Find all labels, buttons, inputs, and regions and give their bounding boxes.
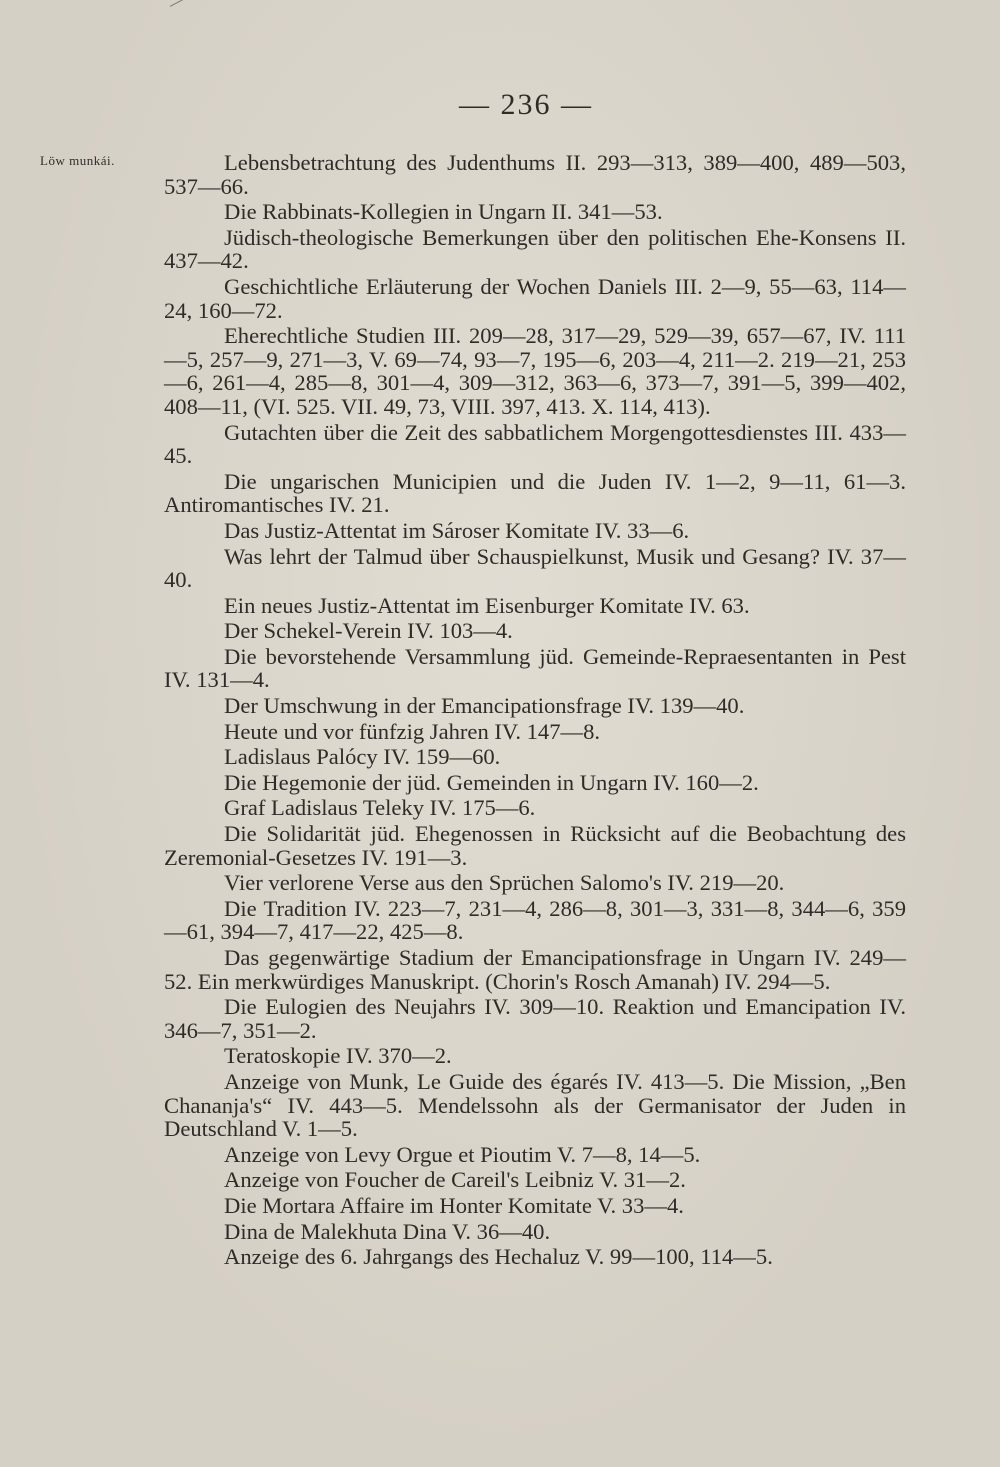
bibliography-entry: Der Schekel-Verein IV. 103—4. [224, 618, 513, 644]
bibliography-entry: Eherechtliche Studien III. 209—28, 317—29, 529—39, 657—67, IV. 111—5, 257—9, 271—3, V. 69—74, 93—7, 195—6, 203—4, 211—2. 219—21, 253—6, 261—4, 285—8, 301—4, 309—312, 363—6, 373—7, 391—5, 399—402, 408—11, (VI. 525. VII. 49, 73, VIII. 397, 413. X. 114, 413). [164, 323, 906, 419]
bibliography-entry: Die ungarischen Municipien und die Juden IV. 1—2, 9—11, 61—3. Antiromantisches IV. 21. [164, 468, 906, 518]
bibliography-entry: Anzeige von Foucher de Careil's Leibniz V. 31—2. [224, 1167, 686, 1193]
page-number: — 236 — [459, 88, 593, 121]
bibliography-entry: Jüdisch-theologische Bemerkungen über den politischen Ehe-Konsens II. 437—42. [164, 224, 906, 274]
bibliography-entry: Die Rabbinats-Kollegien in Ungarn II. 341—53. [224, 199, 663, 225]
bibliography-entry: Das Justiz-Attentat im Sároser Komitate IV. 33—6. [224, 517, 690, 543]
bibliography-entry: Anzeige des 6. Jahrgangs des Hechaluz V. 99—100, 114—5. [224, 1244, 773, 1270]
bibliography-entry: Lebensbetrachtung des Judenthums II. 293—313, 389—400, 489—503, 537—66. [164, 150, 906, 199]
bibliography-entry: Die Tradition IV. 223—7, 231—4, 286—8, 301—3, 331—8, 344—6, 359—61, 394—7, 417—22, 425—8. [164, 895, 906, 945]
bibliography-entry: Ein neues Justiz-Attentat im Eisenburger Komitate IV. 63. [224, 592, 750, 618]
bibliography-entry: Anzeige von Levy Orgue et Pioutim V. 7—8, 14—5. [224, 1141, 701, 1167]
bibliography-entry: Die Mortara Affaire im Honter Komitate V. 33—4. [224, 1192, 684, 1218]
bibliography-list [164, 151, 906, 1269]
bibliography-entry: Ladislaus Palócy IV. 159—60. [224, 744, 501, 770]
bibliography-entry: Die Eulogien des Neujahrs IV. 309—10. Reaktion und Emancipation IV. 346—7, 351—2. [164, 994, 906, 1043]
bibliography-entry: Anzeige von Munk, Le Guide des égarés IV. 413—5. Die Mission, „Ben Chananja's“ IV. 443—5. Mendelssohn als der Germanisator der Juden in Deutschland V. 1—5. [164, 1068, 906, 1142]
margin-note: Löw munkái. [40, 153, 115, 168]
bibliography-entry: Graf Ladislaus Teleky IV. 175—6. [224, 795, 536, 821]
bibliography-entry: Vier verlorene Verse aus den Sprüchen Salomo's IV. 219—20. [224, 870, 785, 896]
bibliography-entry: Gutachten über die Zeit des sabbatlichem Morgengottesdienstes III. 433—45. [164, 419, 906, 469]
bibliography-entry: Geschichtliche Erläuterung der Wochen Daniels III. 2—9, 55—63, 114—24, 160—72. [164, 273, 906, 323]
bibliography-entry: Der Umschwung in der Emancipationsfrage IV. 139—40. [224, 693, 745, 719]
bibliography-entry: Teratoskopie IV. 370—2. [224, 1043, 452, 1069]
bibliography-entry: Heute und vor fünfzig Jahren IV. 147—8. [224, 718, 601, 744]
bibliography-entry: Was lehrt der Talmud über Schauspielkunst, Musik und Gesang? IV. 37—40. [164, 543, 906, 593]
bibliography-entry: Das gegenwärtige Stadium der Emancipationsfrage in Ungarn IV. 249—52. Ein merkwürdiges Manuskript. (Chorin's Rosch Amanah) IV. 294—5. [164, 945, 906, 994]
bibliography-entry: Dina de Malekhuta Dina V. 36—40. [224, 1218, 551, 1244]
bibliography-entry: Die bevorstehende Versammlung jüd. Gemeinde-Repraesentanten in Pest IV. 131—4. [164, 643, 906, 693]
paper-mark [170, 0, 196, 19]
bibliography-entry: Die Solidarität jüd. Ehegenossen in Rücksicht auf die Beobachtung des Zeremonial-Gesetzes IV. 191—3. [164, 821, 906, 870]
bibliography-entry: Die Hegemonie der jüd. Gemeinden in Ungarn IV. 160—2. [224, 769, 759, 795]
